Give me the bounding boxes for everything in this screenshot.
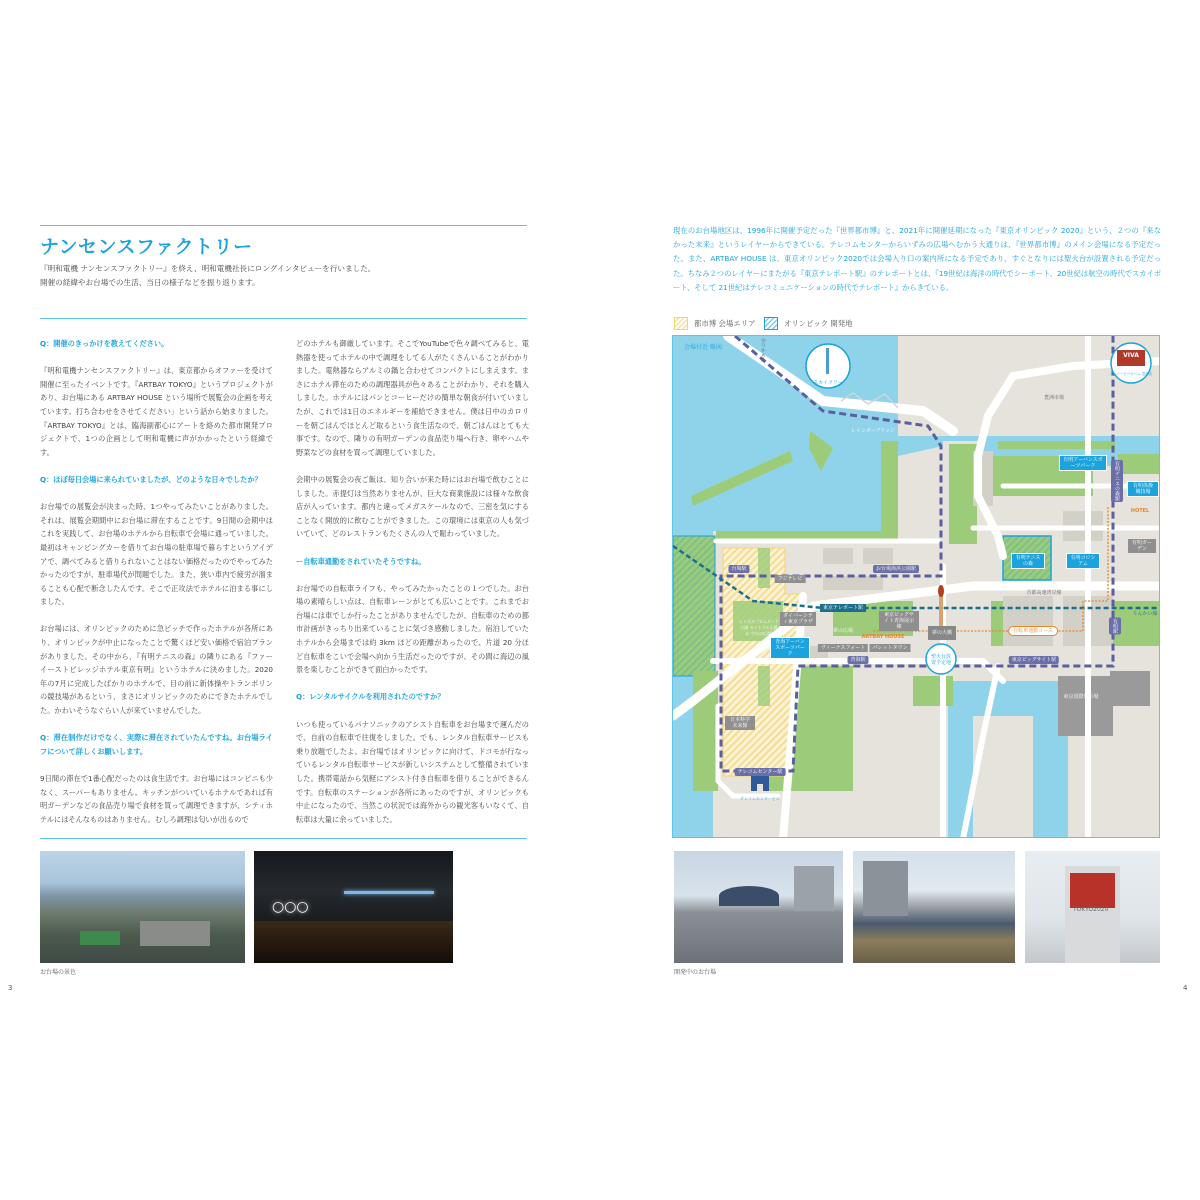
map-label-palette-town: パレットタウン bbox=[870, 644, 911, 652]
area-map bbox=[672, 335, 1160, 838]
map-label-ariake-station: 有明駅 bbox=[1109, 618, 1121, 635]
map-label-viva-sign: VIVA bbox=[1123, 352, 1139, 359]
lead-line: 開催の経緯やお台場での生活、当日の様子などを振り返ります。 bbox=[40, 277, 260, 287]
answer-paragraph: 9日間の滞在で1番心配だったのは食生活です。お台場にはコンビニも少なく、スーパーもありません。キッチンがついているホテルであれば有明ガーデンなどの食品売り場で食材を買って調理できますが、シティホテルにはそんなものはありません。むしろ調理は匂いが出るので bbox=[40, 774, 273, 824]
legend-item-expo bbox=[674, 317, 755, 330]
article-column-1 bbox=[40, 337, 273, 840]
map-label-telecom-building: テレコムセンタービル bbox=[740, 796, 780, 801]
top-divider bbox=[40, 225, 527, 226]
map-label-yurikamome: ゆりかもめ bbox=[760, 337, 766, 363]
map-label-aomi-station: 青海駅 bbox=[847, 656, 868, 664]
question-heading: Q：ほぼ毎日会場に来られていましたが、どのような日々でしたか？ bbox=[40, 474, 262, 484]
divider bbox=[40, 318, 527, 319]
legend-label: 都市博 会場エリア bbox=[694, 319, 756, 328]
answer-paragraph: お台場での自転車ライフも、やってみたかったことの１つでした。お台場の素晴らしい点は、自転車レーンがとても広いことです。これまでお台場には車でしか行ったことがありませんでしたが、自転車のための都市計画がきっちり出来ていることに気づき感動しました。宿泊していたホテルから会場までは約 3km ほどの距離があったので、片道 20 分ほど自転車をこいで会場へ向かう生活だったのですが、その間に海辺の風景を楽しむことができて面白かったです。 bbox=[296, 583, 529, 675]
map-label-cauldron-site: 聖火台設置予定地 bbox=[930, 654, 951, 666]
page-number: 3 bbox=[8, 984, 13, 992]
question-heading: Q：開催のきっかけを教えてください。 bbox=[40, 339, 169, 348]
map-label-bigsight-station: 東京ビッグサイト駅 bbox=[1009, 656, 1059, 664]
map-label-daiba-station: 台場駅 bbox=[728, 565, 749, 573]
photo-caption: 開発中のお台場 bbox=[674, 969, 717, 976]
odaiba-scenery-photo-day bbox=[40, 851, 245, 963]
map-label-toyosu-market: 豊洲市場 bbox=[1043, 395, 1065, 401]
map-label-ariake-colosseum: 有明コロシアム bbox=[1066, 553, 1100, 569]
development-photo-site bbox=[853, 851, 1015, 963]
map-label-yume-hiroba: 夢の広場 bbox=[832, 628, 854, 634]
page-number: 4 bbox=[1183, 984, 1188, 992]
answer-paragraph: どのホテルも御厳しています。そこでYouTubeで色々調べてみると、電熱器を使ってホテルの中で調理をしてる人がたくさんいることがわかりました。電熱器ならアルミの鍋と合わせてコンパクトにしまえます。まさにホテル滞在のための調理器具が色々あることがわかり、それを購入しました。ホテルにはパンとコーヒーだけの簡単な朝食が付いていましたが、これでは1日のエネルギーを補給できません。僕は日中のカロリーを朝ごはんでほとんど取るという食生活なので、朝ごはんはとても大事です。なので、隣りの有明ガーデンの食品売り場へ行き、卵やハムや野菜などの食材を買って調理していました。 bbox=[296, 339, 529, 457]
answer-paragraph: 会期中の展覧会の夜ご飯は、知り合いが来た時にはお台場で飲むことにしました。赤提灯は当然ありませんが、巨大な商業施設には様々な飲食店が入っています。都内と違ってメガスケールなので、三密を気にすることなく開放的に飲むことができました。この環境には東京の人も気づいていて、どのレストランもたくさんの人で賑わっていました。 bbox=[296, 474, 529, 539]
article-column-2 bbox=[296, 337, 529, 840]
odaiba-scenery-photo-night bbox=[254, 851, 453, 963]
map-label-int-exhibition: 東京国際展示場 bbox=[1063, 694, 1099, 700]
legend-item-olympic bbox=[764, 317, 853, 330]
map-label-miraikan: 日本科学未来館 bbox=[725, 716, 755, 730]
map-label-aomi-urban-sports: 青海アーバンスポーツパーク bbox=[770, 637, 810, 659]
map-label-rainbow-bridge: レインボーブリッジ bbox=[850, 428, 896, 434]
map-intro-text: 現在のお台場地区は、1996年に開催予定だった『世界都市博』と、2021年に開催延期になった『東京オリンピック 2020』という、２つの『来なかった未来』というレイヤーからできている。テレコムセンターからいずみの広場へむかう大通りは、『世界都市博』のメイン会場になる予定だった。また、ARTBAY HOUSE は、東京オリンピック2020では会場入り口の案内所になる予定であり、すぐとなりには聖火台が設置される予定だった。ちなみ２つのレイヤーにまたがる『東京テレポート駅』のテレポートとは、『19世紀は海洋の時代でシーポート、20世紀は航空の時代でスカイポート、そして 21世紀はテレコミュニケーションの時代でテレポート』からきている。 bbox=[673, 226, 1161, 292]
map-label-ariake-tennis-forest: 有明テニスの森 bbox=[1011, 553, 1045, 569]
answer-paragraph: 『明和電機ナンセンスファクトリー』は、東京都からオファーを受けて開催に至ったイベントです。『ARTBAY TOKYO』というプロジェクトがあり、お台場にある ARTBAY HOUSE という場所で展覧会の企画を考えています。打ち合わせをさせてください」という話から始まりました。『ARTBAY TOKYO』とは、臨海副都心にアートを絡めた都市開発プロジェクトで、1つの企画として明和電機に声がかかったという経緯です。 bbox=[40, 366, 273, 457]
answer-paragraph: いつも使っているパナソニックのアシスト自転車をお台場まで運んだので、自前の自転車で往復をしました。でも、レンタル自転車サービスも乗り放題でしたよ。お台場ではオリンピックに向けて、ドコモが行なっているレンタル自転車サービスが新しいシステムとして整備されていました。携帯電話から気軽にアシスト付き自転車を借りることができるんです。自転車のステーションが各所にあったのですが、オリンピックも中止になったので、当然この状況では海外からの観光客もいなくて、自転車は大量に余っていました。 bbox=[296, 719, 529, 824]
bottom-divider bbox=[40, 838, 527, 839]
photo-caption: お台場の景色 bbox=[40, 969, 77, 976]
map-label-teleport-station: 東京テレポート駅 bbox=[820, 604, 866, 612]
lead-line: 『明和電機 ナンセンスファクトリー』を終え、明和電機社長にロングインタビューを行いました。 bbox=[40, 264, 376, 273]
lead-text bbox=[40, 262, 375, 289]
map-label-fujitv: フジテレビ bbox=[775, 575, 806, 583]
map-label-rinkai-line: りんかい線 bbox=[1132, 611, 1158, 617]
question-heading: Q：レンタルサイクルを利用されたのですか？ bbox=[296, 692, 445, 702]
map-label-expressway: 首都高速湾岸線 bbox=[1026, 590, 1062, 596]
answer-paragraph: お台場での展覧会が決まった時、1つやってみたいことがありました。それは、展覧会期間中にお台場に滞在することです。9日間の会期中はこれを実践して、お台場のホテルから自転車で会場に通っていました。最初はキャンピングカーを借りてお台場の駐車場で暮らすというアイデアで、調べてみると借りられないことはない価格だったのでやってみたかったのですが、駐車場代が問題でした。また、狭い車内で疲労が溜まることも心配で断念したんです。そこで正攻法でホテルに泊まる事にしました。 bbox=[40, 502, 273, 607]
map-title: 会場付近 略図 bbox=[684, 344, 722, 351]
map-label-ariake-urban-sports: 有明アーバンスポーツパーク bbox=[1059, 455, 1107, 471]
legend-label: オリンピック 開発地 bbox=[784, 319, 853, 328]
map-label-viva: スーパービバホーム 豊洲店 bbox=[1109, 372, 1153, 376]
development-photo-tokyo2020 bbox=[1025, 851, 1160, 963]
map-label-ariake-garden: 有明ガーデン bbox=[1128, 539, 1156, 553]
map-label-yume-bridge: 夢の大橋 bbox=[931, 630, 953, 636]
question-heading: Q：滞在制作だけでなく、実際に滞在されていたんですね。お台場ライフについて詳しくお願いします。 bbox=[40, 733, 273, 756]
map-graphic bbox=[673, 336, 1160, 838]
map-label-artbay-house: ARTBAY HOUSE bbox=[861, 634, 905, 640]
map-label-ariake-tennis-station: 有明テニスの森駅 bbox=[1111, 460, 1123, 502]
map-label-divercity: ダイバーシティ東京プラザ bbox=[780, 612, 816, 626]
question-heading: ー自転車通勤をされていたそうですね。 bbox=[296, 556, 426, 566]
answer-paragraph: お台場には、オリンピックのために急ピッチで作ったホテルが各所にあり、オリンピックが中止になったことで驚くほど安い価格で宿泊プランがありました。その中から、『有明テニスの森』の隣りにある『ファーイーストビレッジホテル東京有明』というホテルに決めました。2020 年の7月に完成したばかりのホテルで、目の前に新体操やトランポリンの競技場があるという、まさにオリンピックのためにできたホテルでした。かわいそうなぐらい人が来ていませんでした。 bbox=[40, 624, 273, 716]
map-label-skytree: スカイツリー bbox=[813, 380, 843, 386]
page-title: ナンセンスファクトリー bbox=[40, 236, 253, 258]
map-label-odaiba-kaihin-station: お台場海浜公園駅 bbox=[873, 565, 919, 573]
development-photo-arena bbox=[674, 851, 843, 963]
map-label-bike-route: 自転車通勤コース bbox=[1008, 626, 1058, 636]
map-label-ariake-gym: 有明体操競技場 bbox=[1127, 481, 1159, 497]
map-label-venus-fort: ヴィーナスフォート bbox=[818, 644, 868, 652]
map-label-hotel: HOTEL bbox=[1130, 508, 1150, 514]
expo-area-swatch bbox=[674, 317, 688, 330]
olympic-rings-icon: ○○○ bbox=[272, 899, 309, 915]
map-label-telecom-station: テレコムセンター駅 bbox=[735, 768, 786, 776]
tokyo2020-sign-icon: TOKYO2020 bbox=[1073, 906, 1109, 913]
map-label-bigsight-aomi: 東京ビッグサイト青海展示棟 bbox=[879, 611, 919, 631]
olympic-area-swatch bbox=[764, 317, 778, 330]
map-label-symbol-promenade: シンボルプロムナード公園 セントラル広場 (いずみの広場) bbox=[739, 619, 779, 636]
